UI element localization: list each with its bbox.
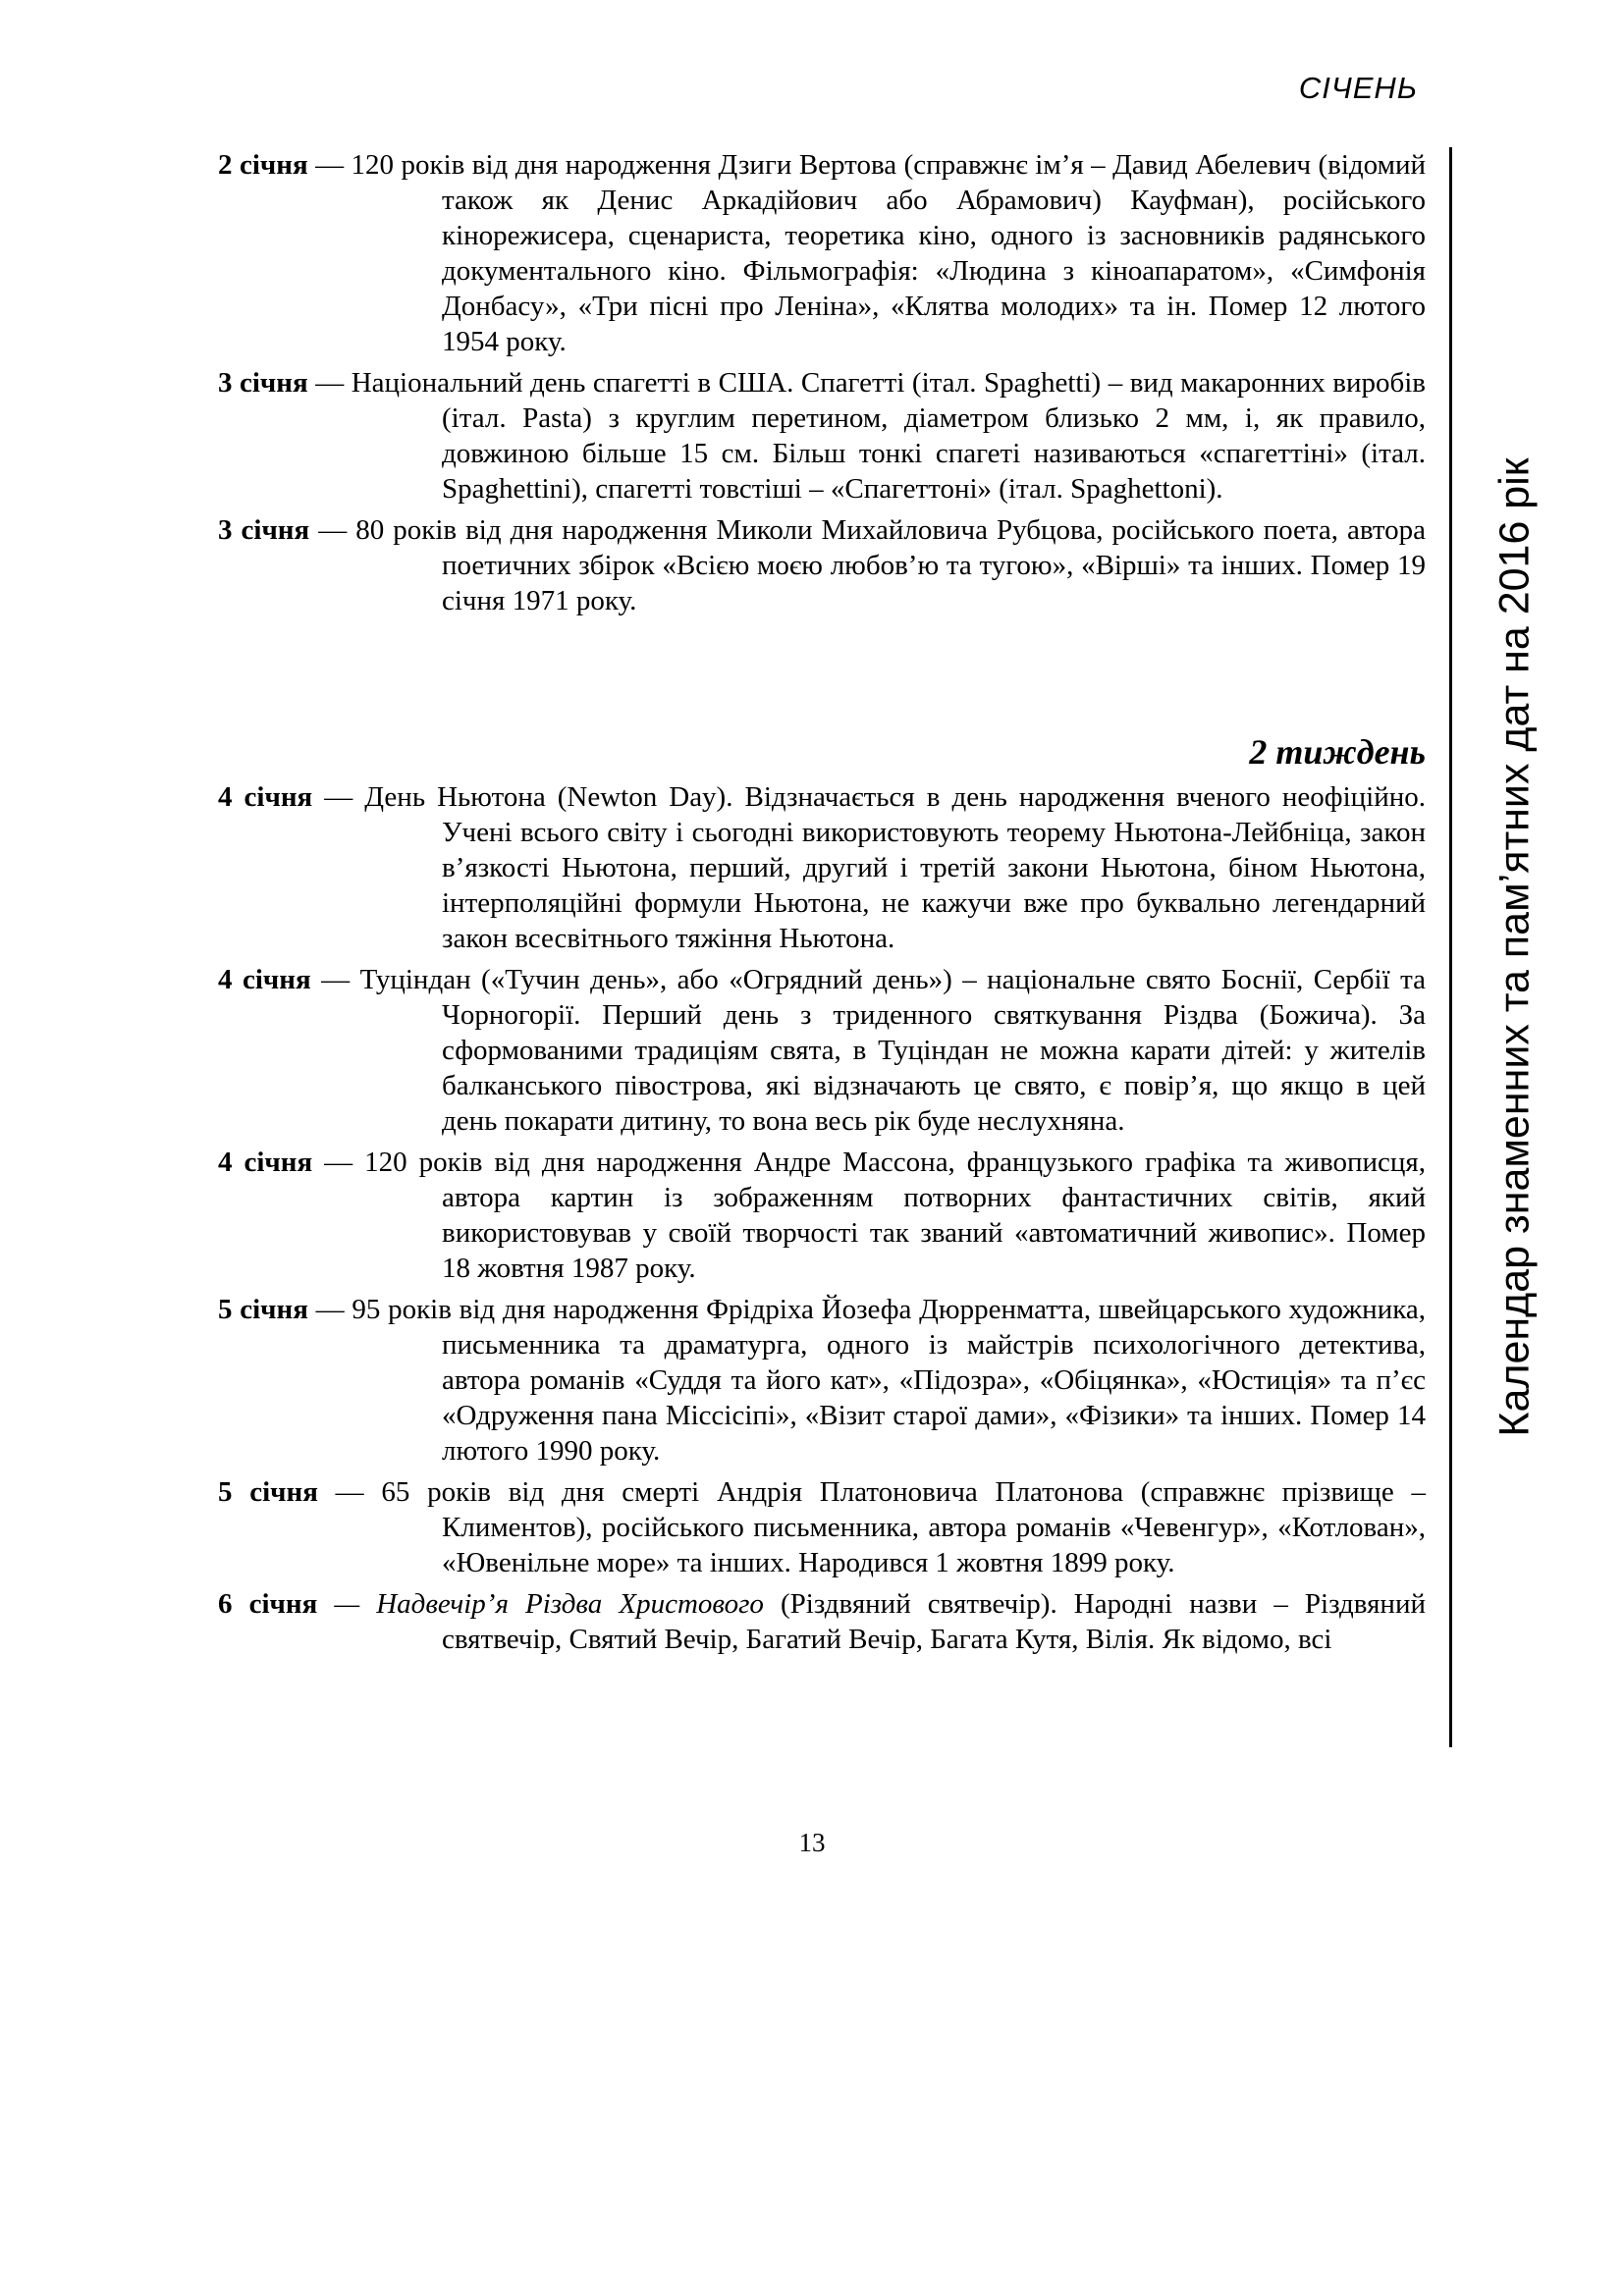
page-number: 13 bbox=[798, 1828, 826, 1857]
entry-date: 5 січня bbox=[218, 1476, 318, 1508]
entry-text: (Різдвяний святвечір). Народні назви – Різдвяний святвечір, Святий Вечір, Багатий Вечір, Багата Кутя, Вілія. Як відомо, всі bbox=[442, 1588, 1426, 1655]
entry-text: — 120 років від дня народження Андре Массона, французького графіка та живописця, автора картин із зображенням потворних фантастичних світів, який використовував у своїй творчості так званий «автоматичний живопис». Помер 18 жовтня 1987 року. bbox=[312, 1147, 1427, 1284]
week-heading: 2 тиждень bbox=[1249, 732, 1426, 772]
entry-date: 4 січня bbox=[218, 964, 311, 995]
entry-text: — 65 років від дня смерті Андрія Платоновича Платонова (справжнє прізвище – Климентов), російського письменника, автора романів «Чевенгур», «Котлован», «Ювенільне море» та інших. Народився 1 жовтня 1899 року. bbox=[317, 1476, 1426, 1578]
calendar-entry bbox=[218, 1586, 1426, 1657]
page-content bbox=[218, 147, 1426, 1663]
page-header-month: СІЧЕНЬ bbox=[1298, 71, 1418, 105]
entry-date: 4 січня bbox=[218, 1147, 313, 1178]
calendar-entry bbox=[218, 1145, 1426, 1286]
calendar-entry bbox=[218, 512, 1426, 618]
entry-text: — 80 років від дня народження Миколи Михайловича Рубцова, російського поета, автора поетичних збірок «Всією моєю любов’ю та тугою», «Вірші» та інших. Помер 19 січня 1971 року. bbox=[309, 514, 1426, 616]
entry-text: — День Ньютона (Newton Day). Відзначається в день народження вченого неофіційно. Учені всього світу і сьогодні використовують теорему Ньютона-Лейбніца, закон в’язкості Ньютона, перший, другий і третій закони Ньютона, біном Ньютона, інтерполяційні формули Ньютона, не кажучи вже про буквально легендарний закон всесвітнього тяжіння Ньютона. bbox=[312, 781, 1426, 954]
calendar-entry bbox=[218, 962, 1426, 1139]
sidebar bbox=[1461, 147, 1569, 1747]
entry-date: 5 січня bbox=[218, 1294, 308, 1325]
entry-text: — 95 років від дня народження Фрідріха Йозефа Дюрренматта, швейцарського художника, письменника та драматурга, одного із майстрів психологічного детектива, автора романів «Суддя та його кат», «Підозра», «Обіцянка», «Юстиція» та п’єс «Одруження пана Міссісіпі», «Візит старої дами», «Фізики» та інших. Помер 14 лютого 1990 року. bbox=[307, 1294, 1426, 1467]
entry-date: 4 січня bbox=[218, 781, 313, 813]
calendar-entry bbox=[218, 365, 1426, 507]
entry-date: 3 січня bbox=[218, 514, 310, 546]
entry-text: — Національний день спагетті в США. Спагетті (італ. Spaghetti) – вид макаронних виробів (італ. Pasta) з круглим перетином, діаметром близько 2 мм, і, як правило, довжиною більше 15 см. Більш тонкі спагеті називаються «спагеттіні» (італ. Spaghettini), спагетті товстіші – «Спагеттоні» (італ. Spaghettoni). bbox=[307, 367, 1426, 505]
entry-date: 2 січня bbox=[218, 149, 308, 181]
entry-date: 6 січня bbox=[218, 1588, 318, 1620]
calendar-entry bbox=[218, 1474, 1426, 1580]
entry-date: 3 січня bbox=[218, 367, 308, 399]
sidebar-title: Календар знаменних та пам’ятних дат на 2016 рік bbox=[1490, 457, 1539, 1437]
calendar-entry bbox=[218, 147, 1426, 359]
entry-italic-title: — Надвечір’я Різдва Христового bbox=[317, 1588, 764, 1620]
entry-text: — Туціндан («Тучин день», або «Огрядний день») – національне свято Боснії, Сербії та Чорногорії. Перший день з триденного святкування Різдва (Божича). За сформованими традиціям свята, в Туціндан не можна карати дітей: у жителів балканського півострова, які відзначають це свято, є повір’я, що якщо в цей день покарати дитину, то вона весь рік буде неслухняна. bbox=[310, 964, 1427, 1137]
calendar-entry bbox=[218, 779, 1426, 956]
calendar-entry bbox=[218, 1292, 1426, 1468]
entry-text: — 120 років від дня народження Дзиги Вертова (справжнє ім’я – Давид Абелевич (відомий також як Денис Аркадійович або Абрамович) Кауфман), російського кінорежисера, сценариста, теоретика кіно, одного із засновників радянського документального кіно. Фільмографія: «Людина з кіноапаратом», «Симфонія Донбасу», «Три пісні про Леніна», «Клятва молодих» та ін. Помер 12 лютого 1954 року. bbox=[307, 149, 1427, 357]
sidebar-divider-line bbox=[1449, 147, 1452, 1747]
